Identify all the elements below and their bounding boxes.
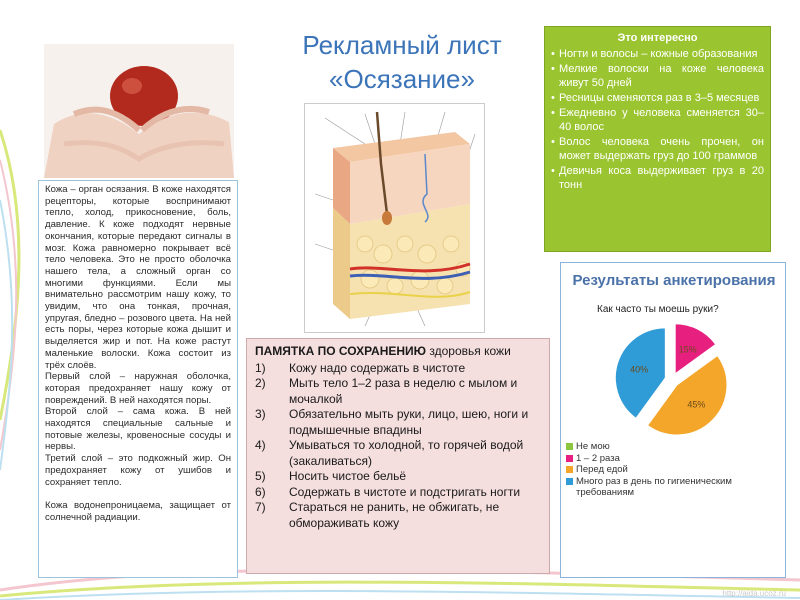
facts-title: Это интересно xyxy=(617,32,698,44)
skin-paragraph: Кожа водонепроницаема, защищает от солнечной радиации. xyxy=(45,499,231,523)
skin-paragraph: Третий слой – это подкожный жир. Он предохраняет кожу от ушибов и сохраняет тепло. xyxy=(45,453,231,488)
memo-title xyxy=(255,344,541,360)
memo-item xyxy=(255,361,541,377)
memo-item-number: 7) xyxy=(255,500,266,514)
legend-swatch xyxy=(566,455,573,462)
memo-item xyxy=(255,469,541,485)
legend-swatch xyxy=(566,443,573,450)
page-title-line-1: Рекламный лист xyxy=(302,30,502,60)
skin-paragraph: Второй слой – сама кожа. В ней находятся специальные сальные и потовые железы, кровеносные сосуды и нервы. xyxy=(45,406,231,453)
memo-item-text: Мыть тело 1–2 раза в неделю с мылом и мочалкой xyxy=(289,376,518,406)
fact-item: • Мелкие волоски на коже человека живут 50 дней xyxy=(551,62,764,90)
legend-item xyxy=(566,441,786,453)
memo-list xyxy=(255,361,541,532)
legend-item xyxy=(566,476,786,499)
pie-slice-label: 40% xyxy=(630,364,649,375)
memo-item-text: Содержать в чистоте и подстригать ногти xyxy=(289,484,521,499)
fact-item: • Ногти и волосы – кожные образования xyxy=(551,47,764,61)
skin-care-memo xyxy=(246,338,550,574)
chart-subtitle: Как часто ты моешь руки? xyxy=(597,304,719,315)
memo-item-text: Стараться не ранить, не обжигать, не обмораживать кожу xyxy=(289,500,500,530)
hands-holding-apple-image xyxy=(44,44,234,178)
memo-item xyxy=(255,485,541,501)
memo-item xyxy=(255,376,541,407)
fact-item: • Ежедневно у человека сменяется 30–40 волос xyxy=(551,106,764,134)
memo-item xyxy=(255,500,541,531)
skin-paragraph: Кожа – орган осязания. В коже находятся рецепторы, которые воспринимают тепло, холод, прикосновение, боль, давление. К коже подходят нервные окончания, которые передают сигналы в мозг. Кожа равномерно покрывает всё тело человека. Это не просто оболочка нашего тела, а сложный орган со многими функциями. Если мы внимательно рассмотрим нашу кожу, то увидим, что она тонкая, прочная, упругая, бледно – розового цвета. На ней есть поры, через которые кожа дышит и выделяется жир и пот. На коже растут маленькие волоски. Кожа состоит из трёх слоёв. xyxy=(45,184,231,371)
memo-title-rest: здоровья кожи xyxy=(426,344,511,358)
memo-title-bold: ПАМЯТКА ПО СОХРАНЕНИЮ xyxy=(255,344,427,358)
legend-label: Перед едой xyxy=(576,464,628,475)
legend-label: Не мою xyxy=(576,441,610,452)
memo-item xyxy=(255,438,541,469)
legend-label: 1 – 2 раза xyxy=(576,452,620,464)
pie-slice-label: 45% xyxy=(687,399,706,410)
chart-legend xyxy=(566,441,786,499)
survey-results-chart xyxy=(560,262,786,578)
skin-cross-section-diagram xyxy=(304,103,485,333)
legend-swatch xyxy=(566,478,573,485)
legend-item xyxy=(566,453,786,465)
skin-paragraph-spacer xyxy=(45,488,231,500)
facts-list xyxy=(551,47,764,192)
memo-item-number: 3) xyxy=(255,407,266,421)
memo-item-number: 4) xyxy=(255,438,266,452)
fact-item: • Девичья коса выдерживает груз в 20 тонн xyxy=(551,164,764,192)
decorative-left-curves xyxy=(0,0,40,600)
chart-title: Результаты анкетирования xyxy=(572,272,776,289)
memo-item-number: 6) xyxy=(255,484,266,499)
skin-info-panel xyxy=(38,180,238,578)
page-title-line-2: «Осязание» xyxy=(329,64,475,94)
page-title xyxy=(262,28,542,96)
memo-item-text: Обязательно мыть руки, лицо, шею, ноги и подмышечные впадины xyxy=(289,407,529,437)
memo-item xyxy=(255,407,541,438)
legend-label: Много раз в день по гигиеническим требованиям xyxy=(576,475,732,498)
legend-item xyxy=(566,464,786,476)
memo-item-number: 1) xyxy=(255,360,266,375)
pie-chart xyxy=(577,323,767,438)
fact-item: • Ресницы сменяются раз в 3–5 месяцев xyxy=(551,91,764,105)
interesting-facts-box xyxy=(544,26,771,252)
legend-swatch xyxy=(566,466,573,473)
memo-item-text: Носить чистое бельё xyxy=(289,469,407,483)
pie-slice-label: 15% xyxy=(678,344,697,355)
fact-item: • Волос человека очень прочен, он может выдержать груз до 100 граммов xyxy=(551,135,764,163)
memo-item-number: 2) xyxy=(255,376,266,390)
memo-item-number: 5) xyxy=(255,469,266,483)
skin-info-text xyxy=(39,181,237,526)
skin-paragraph: Первый слой – наружная оболочка, которая предохраняет нашу кожу от повреждений. В ней находятся поры. xyxy=(45,371,231,406)
footer-url: http://aida.ucoz.ru xyxy=(722,589,786,598)
memo-item-text: Кожу надо содержать в чистоте xyxy=(289,360,466,375)
memo-item-text: Умываться то холодной, то горячей водой (закаливаться) xyxy=(289,438,524,468)
